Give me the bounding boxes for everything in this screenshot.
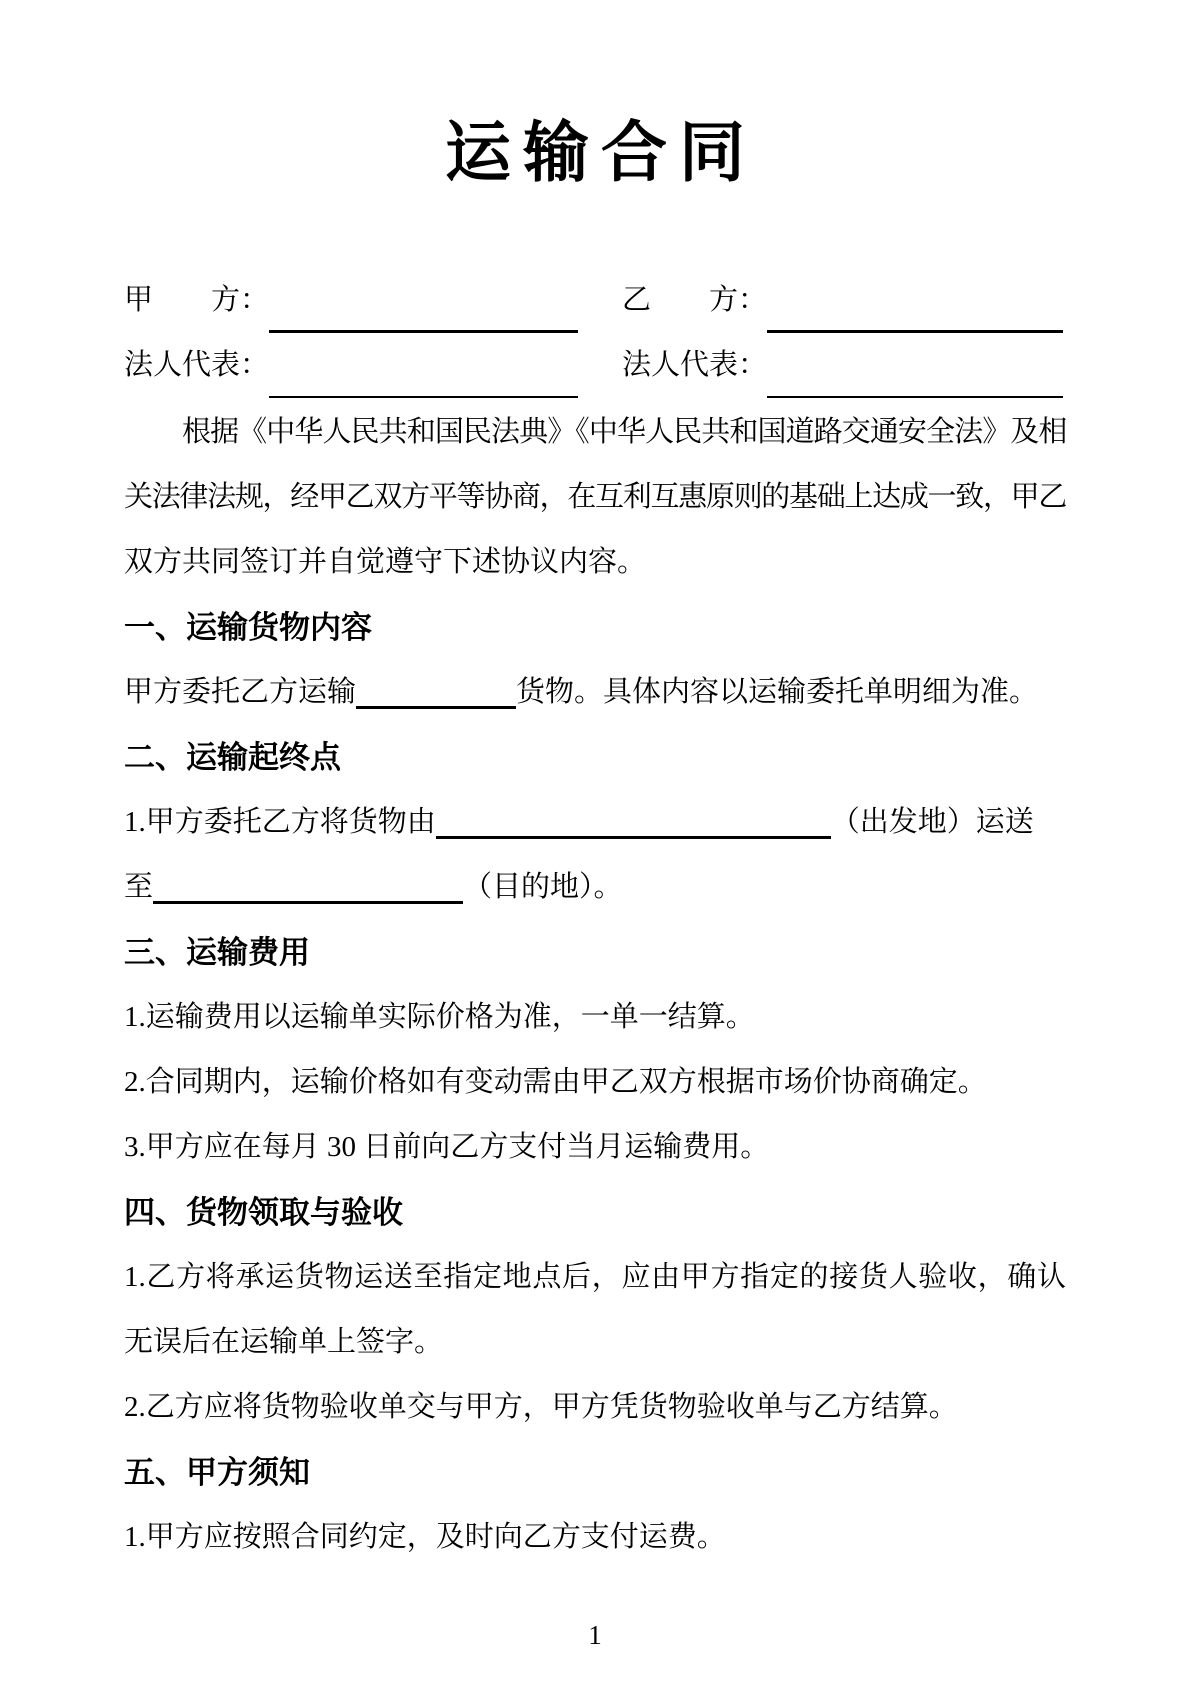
legal-rep-b-label: 法人代表： bbox=[622, 349, 768, 381]
party-b-field bbox=[622, 268, 1063, 333]
page-number: 1 bbox=[588, 1620, 602, 1650]
preamble-line-2: 关法律法规，经甲乙双方平等协商，在互利互惠原则的基础上达成一致，甲乙 bbox=[124, 481, 1066, 513]
legal-rep-b-blank-line bbox=[767, 348, 1063, 398]
clause-text: （出发地）运送 bbox=[830, 806, 1034, 838]
destination-blank-line bbox=[153, 862, 463, 904]
preamble-line-1: 根据《中华人民共和国民法典》《中华人民共和国道路交通安全法》及相 bbox=[182, 416, 1066, 448]
clause-text: 甲方委托乙方运输 bbox=[124, 676, 357, 708]
party-a-field bbox=[124, 268, 578, 333]
section-2-clause-1 bbox=[124, 790, 1066, 855]
clause-text: 至 bbox=[124, 871, 154, 903]
section-5-heading: 五、甲方须知 bbox=[124, 1455, 310, 1490]
party-b-label: 乙 方： bbox=[622, 284, 768, 316]
section-2-heading: 二、运输起终点 bbox=[124, 740, 341, 775]
section-5-clause-1: 1.甲方应按照合同约定，及时向乙方支付运费。 bbox=[124, 1521, 726, 1553]
section-4-heading: 四、货物领取与验收 bbox=[124, 1195, 403, 1230]
section-1-heading: 一、运输货物内容 bbox=[124, 610, 372, 645]
goods-blank-line bbox=[356, 667, 516, 709]
section-4-clause-1-line-1: 1.乙方将承运货物运送至指定地点后，应由甲方指定的接货人验收，确认 bbox=[124, 1261, 1066, 1293]
party-row-names bbox=[124, 268, 1066, 333]
clause-text: 货物。具体内容以运输委托单明细为准。 bbox=[516, 676, 1039, 708]
section-4-clause-1-line-2: 无误后在运输单上签字。 bbox=[124, 1326, 444, 1358]
legal-rep-a-field bbox=[124, 333, 578, 398]
legal-rep-a-blank-line bbox=[269, 348, 578, 398]
clause-text: 1.甲方委托乙方将货物由 bbox=[124, 806, 436, 838]
party-b-blank-line bbox=[767, 283, 1063, 333]
section-3-clause-3: 3.甲方应在每月 30 日前向乙方支付当月运输费用。 bbox=[124, 1131, 770, 1163]
section-3-heading: 三、运输费用 bbox=[124, 935, 310, 970]
origin-blank-line bbox=[436, 797, 831, 839]
party-fields bbox=[124, 268, 1066, 398]
legal-rep-a-label: 法人代表： bbox=[124, 349, 270, 381]
preamble-line-3: 双方共同签订并自觉遵守下述协议内容。 bbox=[124, 546, 647, 578]
clause-text: （目的地）。 bbox=[463, 871, 623, 903]
document-title: 运输合同 bbox=[445, 114, 757, 191]
section-2-clause-1-continued bbox=[124, 855, 1066, 920]
party-a-blank-line bbox=[269, 283, 578, 333]
section-1-clause-1 bbox=[124, 660, 1066, 725]
legal-rep-b-field bbox=[622, 333, 1063, 398]
section-3-clause-1: 1.运输费用以运输单实际价格为准，一单一结算。 bbox=[124, 1001, 755, 1033]
contract-body bbox=[124, 400, 1066, 1570]
party-row-legal-reps bbox=[124, 333, 1066, 398]
section-3-clause-2: 2.合同期内，运输价格如有变动需由甲乙双方根据市场价协商确定。 bbox=[124, 1066, 987, 1098]
section-4-clause-2: 2.乙方应将货物验收单交与甲方，甲方凭货物验收单与乙方结算。 bbox=[124, 1391, 958, 1423]
party-a-label: 甲 方： bbox=[124, 284, 270, 316]
